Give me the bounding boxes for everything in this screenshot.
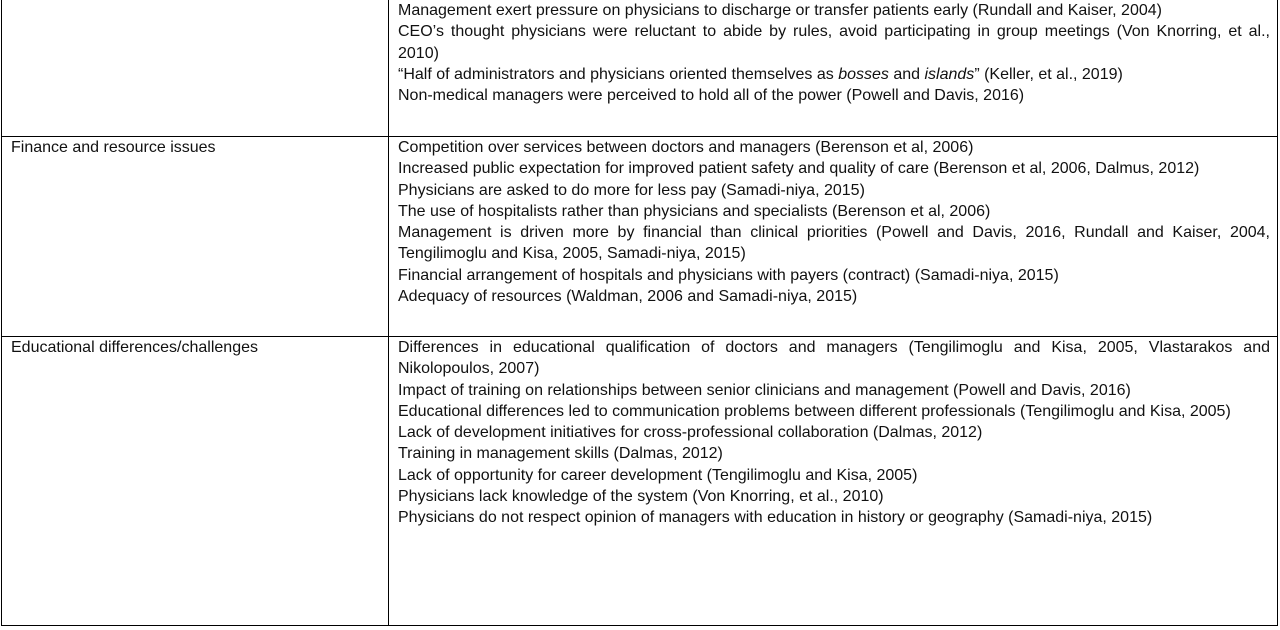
list-item: Management is driven more by financial than clinical priorities (Powell and Davis, 2016, Rundall and Kaiser, 2004, Tengilimoglu and Kisa, 2005, Samadi-niya, 2015) (398, 224, 1270, 263)
findings-table (1, 0, 1278, 626)
category-cell (2, 0, 389, 137)
list-item: Financial arrangement of hospitals and physicians with payers (contract) (Samadi-niya, 2015) (398, 266, 1059, 284)
category-cell: Finance and resource issues (2, 137, 389, 337)
category-cell: Educational differences/challenges (2, 337, 389, 626)
items-cell (389, 137, 1278, 337)
list-item: Adequacy of resources (Waldman, 2006 and Samadi-niya, 2015) (398, 288, 858, 306)
list-item: Competition over services between doctors and managers (Berenson et al, 2006) (398, 139, 974, 156)
list-item: Differences in educational qualification of doctors and managers (Tengilimoglu and Kisa, 2005, Vlastarakos and Nikolopoulos, 2007) (398, 339, 1270, 378)
list-item: Physicians are asked to do more for less pay (Samadi-niya, 2015) (398, 181, 865, 199)
list-item: Lack of development initiatives for cross-professional collaboration (Dalmas, 2012) (398, 424, 983, 442)
list-item: Physicians do not respect opinion of managers with education in history or geography (Samadi-niya, 2015) (398, 509, 1153, 527)
list-item: Physicians lack knowledge of the system (Von Knorring, et al., 2010) (398, 488, 884, 506)
list-item: Training in management skills (Dalmas, 2012) (398, 445, 723, 463)
list-item: CEO’s thought physicians were reluctant to abide by rules, avoid participating in group meetings (Von Knorring, et al., 2010) (398, 23, 1270, 62)
list-item: Lack of opportunity for career development (Tengilimoglu and Kisa, 2005) (398, 466, 918, 484)
list-item: Educational differences led to communication problems between different professionals (Tengilimoglu and Kisa, 2005) (398, 402, 1231, 420)
table-row (2, 0, 1278, 137)
items-cell (389, 0, 1278, 137)
list-item: Impact of training on relationships between senior clinicians and management (Powell and Davis, 2016) (398, 381, 1131, 399)
list-item: Non-medical managers were perceived to hold all of the power (Powell and Davis, 2016) (398, 87, 1025, 105)
table-row (2, 337, 1278, 626)
list-item: Increased public expectation for improved patient safety and quality of care (Berenson et al, 2006, Dalmus, 2012) (398, 160, 1200, 178)
list-item: The use of hospitalists rather than physicians and specialists (Berenson et al, 2006) (398, 202, 991, 220)
list-item: Management exert pressure on physicians to discharge or transfer patients early (Rundall and Kaiser, 2004) (398, 2, 1162, 19)
items-cell (389, 337, 1278, 626)
table-row (2, 137, 1278, 337)
list-item: “Half of administrators and physicians oriented themselves as bosses and islands” (Keller, et al., 2019) (398, 65, 1123, 83)
